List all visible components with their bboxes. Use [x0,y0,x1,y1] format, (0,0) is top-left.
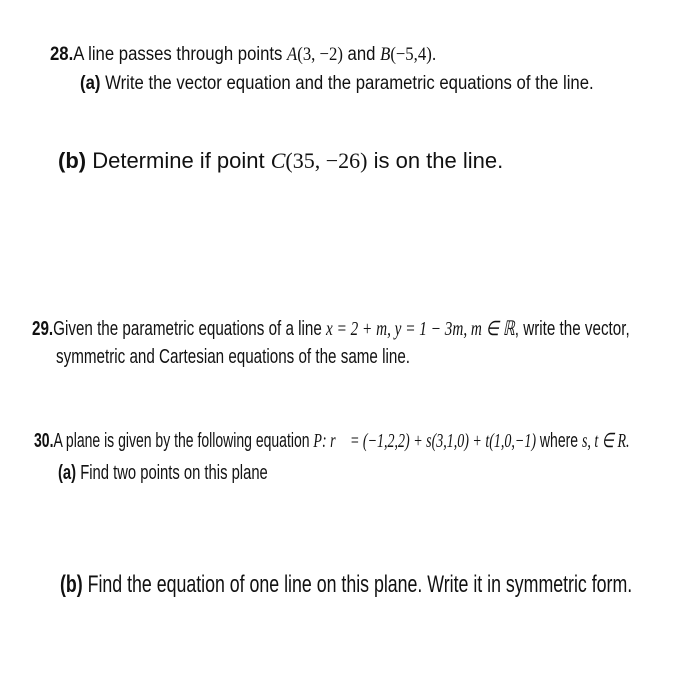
q30-part-a-label: (a) [58,462,77,484]
q30-part-a [58,462,342,485]
q28-part-b [58,148,503,174]
q28-part-a [80,73,664,95]
q28-part-b-text: Determine if point [86,148,271,173]
point-b-label: B [380,44,391,65]
q29-line2-text: symmetric and Cartesian equations of the same line. [56,346,410,368]
q28-stem-end: . [431,44,437,65]
q30-number: 30. [34,430,54,452]
q28-part-b-end: is on the line. [367,148,504,173]
q30-part-b-label: (b) [60,571,83,598]
q30-part-b-text: Find the equation of one line on this plane. Write it in symmetric form. [82,571,633,598]
q28-part-a-text: Write the vector equation and the parametric equations of the line. [100,73,594,94]
q30-params: s, t ∈ R. [581,430,630,452]
q28-part-a-label: (a) [80,73,101,94]
point-b-coords: (−5,4) [390,44,432,65]
point-c-coords: (35, −26) [285,148,368,173]
q28-stem-text: A line passes through points [73,44,288,65]
q29-line2 [56,346,522,369]
q30-part-b [60,571,693,599]
q30-plane-equation: P: r⃗ = (−1,2,2) + s(3,1,0) + t(1,0,−1) [313,430,537,452]
q29-text-2: , write the vector, [514,318,630,340]
point-a-label: A [287,44,298,65]
q30-where: where [536,430,582,452]
q28-stem [50,44,489,66]
q29-line1 [32,316,693,341]
q28-number: 28. [50,44,74,65]
q28-and: and [342,44,381,65]
q29-number: 29. [32,318,54,340]
q28-part-b-label: (b) [58,148,87,173]
point-a-coords: (3, −2) [297,44,343,65]
q30-part-a-text: Find two points on this plane [76,462,268,484]
point-c-label: C [270,148,286,173]
q30-line1 [34,428,693,453]
q29-text-1: Given the parametric equations of a line [53,318,327,340]
q29-equation: x = 2 + m, y = 1 − 3m, m ∈ ℝ [326,318,515,340]
q30-text-1: A plane is given by the following equation [53,430,314,452]
